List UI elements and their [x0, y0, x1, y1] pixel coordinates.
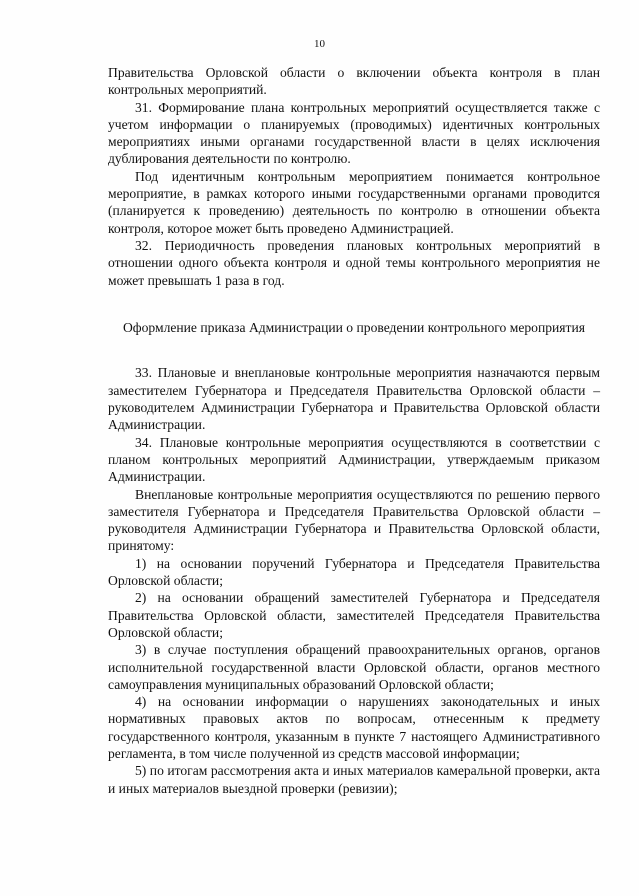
list-item: 5) по итогам рассмотрения акта и иных материалов камеральной проверки, акта и иных материалов выездной проверки (ревизии);: [108, 763, 600, 796]
paragraphs-after: [108, 364, 600, 796]
paragraph-31: 31. Формирование плана контрольных мероприятий осуществляется также с учетом информации о планируемых (проводимых) идентичных контрольных мероприятиях иными органами государственной власти в целях исключения дублирования деятельности по контролю.: [108, 99, 600, 167]
page-number: 10: [314, 38, 325, 50]
list-item: 1) на основании поручений Губернатора и Председателя Правительства Орловской области;: [108, 555, 600, 589]
paragraphs-before: [108, 64, 600, 289]
paragraph-34: 34. Плановые контрольные мероприятия осуществляются в соответствии с планом контрольных мероприятий Администрации, утверждаемым приказом Администрации.: [108, 434, 600, 485]
list-item: 4) на основании информации о нарушениях законодательных и иных нормативных правовых актов по вопросам, отнесенным к предмету государственного контроля, указанным в пункте 7 настоящего Административного регламента, в том числе полученной из средств массовой информации;: [108, 694, 600, 761]
paragraph: Под идентичным контрольным мероприятием понимается контрольное мероприятие, в рамках которого иными государственными органами проводится (планируется к проведению) деятельность по контролю в отношении объекта контроля, которое может быть проведено Администрацией.: [108, 168, 600, 236]
paragraph-33: 33. Плановые и внеплановые контрольные мероприятия назначаются первым заместителем Губернатора и Председателя Правительства Орловской области – руководителем Администрации Губернатора и Правительства Орловской области Администрации.: [108, 365, 600, 433]
paragraph-32: 32. Периодичность проведения плановых контрольных мероприятий в отношении одного объекта контроля и одной темы контрольного мероприятия не может превышать 1 раза в год.: [108, 237, 600, 288]
list-item: 3) в случае поступления обращений правоохранительных органов, органов исполнительной государственной власти Орловской области, органов местного самоуправления муниципальных образований Орловской области;: [108, 642, 600, 692]
document-body: [108, 64, 600, 797]
list-item: 2) на основании обращений заместителей Губернатора и Председателя Правительства Орловской области, заместителей Председателя Правительства Орловской области;: [108, 590, 600, 640]
section-heading: Оформление приказа Администрации о проведении контрольного мероприятия: [122, 319, 586, 335]
paragraph: Внеплановые контрольные мероприятия осуществляются по решению первого заместителя Губернатора и Председателя Правительства Орловской области – руководителя Администрации Губернатора и Правительства Орловской области, принятому:: [108, 486, 600, 554]
paragraph: Правительства Орловской области о включении объекта контроля в план контрольных мероприятий.: [108, 65, 600, 98]
